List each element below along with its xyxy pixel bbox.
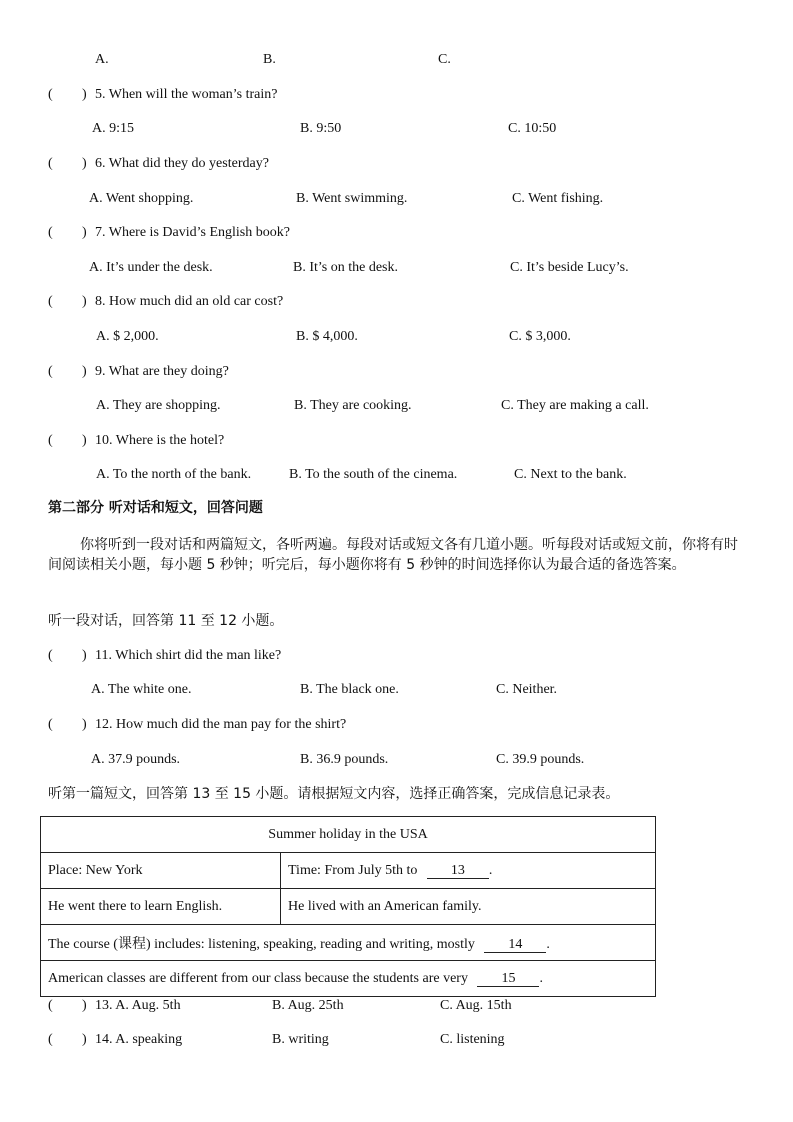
option-a: A. Went shopping.	[89, 191, 194, 206]
table-title: Summer holiday in the USA	[41, 817, 656, 853]
option-b: B. 36.9 pounds.	[300, 752, 389, 767]
option-c: C. They are making a call.	[501, 398, 649, 413]
option-c: C. 39.9 pounds.	[496, 752, 585, 767]
option-b: B. To the south of the cinema.	[289, 467, 458, 482]
option-a: A. 37.9 pounds.	[91, 752, 181, 767]
option-b: B. 9:50	[300, 121, 342, 136]
table-cell-family: He lived with an American family.	[281, 889, 656, 925]
option-a: A. To the north of the bank.	[96, 467, 252, 482]
option-b: B. They are cooking.	[294, 398, 412, 413]
table-cell-learn: He went there to learn English.	[41, 889, 281, 925]
course-prefix: The course (课程) includes: listening, speaking, reading and writing, mostly	[48, 936, 475, 952]
option-a: A. $ 2,000.	[96, 329, 159, 344]
option-c: C. Neither.	[496, 682, 558, 697]
option-c: C. Next to the bank.	[514, 467, 627, 482]
answer-paren-open: (	[48, 648, 53, 663]
option-b-label: B.	[263, 52, 276, 67]
option-b: B. It’s on the desk.	[293, 260, 398, 275]
blank-13: 13	[427, 863, 489, 879]
answer-paren-open: (	[48, 294, 53, 309]
answer-paren-close: )	[82, 364, 87, 379]
option-c: C. listening	[440, 1032, 505, 1047]
answer-paren-open: (	[48, 87, 53, 102]
option-b: B. Went swimming.	[296, 191, 408, 206]
question-stem: 9. What are they doing?	[95, 364, 229, 379]
period: .	[539, 970, 543, 986]
table-cell-classes	[41, 961, 656, 997]
option-c: C. $ 3,000.	[509, 329, 571, 344]
option-a: A. They are shopping.	[96, 398, 221, 413]
answer-paren-open: (	[48, 433, 53, 448]
classes-prefix: American classes are different from our class because the students are very	[48, 970, 468, 986]
question-stem: 6. What did they do yesterday?	[95, 156, 269, 171]
option-b: B. Aug. 25th	[272, 998, 344, 1013]
answer-paren-close: )	[82, 433, 87, 448]
option-c: C. Aug. 15th	[440, 998, 512, 1013]
question-stem: 7. Where is David’s English book?	[95, 225, 290, 240]
dialogue-intro: 听一段对话，回答第 11 至 12 小题。	[48, 613, 284, 629]
answer-paren-close: )	[82, 717, 87, 732]
option-c: C. Went fishing.	[512, 191, 604, 206]
question-stem: 12. How much did the man pay for the shirt?	[95, 717, 347, 732]
question-stem: 8. How much did an old car cost?	[95, 294, 284, 309]
question-stem: 13. A. Aug. 5th	[95, 998, 181, 1013]
answer-paren-close: )	[82, 1032, 87, 1047]
table-cell-place: Place: New York	[41, 853, 281, 889]
option-b: B. writing	[272, 1032, 329, 1047]
passage-intro: 听第一篇短文，回答第 13 至 15 小题。请根据短文内容，选择正确答案，完成信息记录表。	[48, 786, 620, 802]
answer-paren-close: )	[82, 156, 87, 171]
question-stem: 11. Which shirt did the man like?	[95, 648, 282, 663]
answer-paren-open: (	[48, 225, 53, 240]
option-a: A. It’s under the desk.	[89, 260, 213, 275]
section-heading: 第二部分 听对话和短文，回答问题	[48, 500, 263, 516]
blank-14: 14	[484, 937, 546, 953]
time-prefix: Time: From July 5th to	[288, 862, 418, 878]
question-stem: 5. When will the woman’s train?	[95, 87, 278, 102]
answer-paren-close: )	[82, 294, 87, 309]
period: .	[488, 862, 493, 878]
option-c-label: C.	[438, 52, 451, 67]
question-stem: 10. Where is the hotel?	[95, 433, 225, 448]
table-cell-course	[41, 925, 656, 961]
section-instructions: 你将听到一段对话和两篇短文，各听两遍。每段对话或短文各有几道小题。听每段对话或短文前，你将有时间阅读相关小题，每小题 5 秒钟；听完后，每小题你将有 5 秒钟的时间选择你认为最合适的备选答案。	[48, 537, 738, 573]
option-b: B. The black one.	[300, 682, 399, 697]
answer-paren-open: (	[48, 364, 53, 379]
answer-paren-close: )	[82, 998, 87, 1013]
option-a: A. 9:15	[92, 121, 134, 136]
option-c: C. It’s beside Lucy’s.	[510, 260, 629, 275]
question-stem: 14. A. speaking	[95, 1032, 183, 1047]
option-a-label: A.	[95, 52, 109, 67]
info-record-table	[40, 816, 656, 997]
answer-paren-open: (	[48, 998, 53, 1013]
period: .	[546, 936, 550, 952]
option-c: C. 10:50	[508, 121, 557, 136]
answer-paren-close: )	[82, 225, 87, 240]
answer-paren-open: (	[48, 156, 53, 171]
answer-paren-open: (	[48, 1032, 53, 1047]
blank-15: 15	[477, 971, 539, 987]
option-a: A. The white one.	[91, 682, 192, 697]
table-cell-time	[281, 853, 656, 889]
answer-paren-close: )	[82, 87, 87, 102]
option-b: B. $ 4,000.	[296, 329, 358, 344]
answer-paren-close: )	[82, 648, 87, 663]
answer-paren-open: (	[48, 717, 53, 732]
